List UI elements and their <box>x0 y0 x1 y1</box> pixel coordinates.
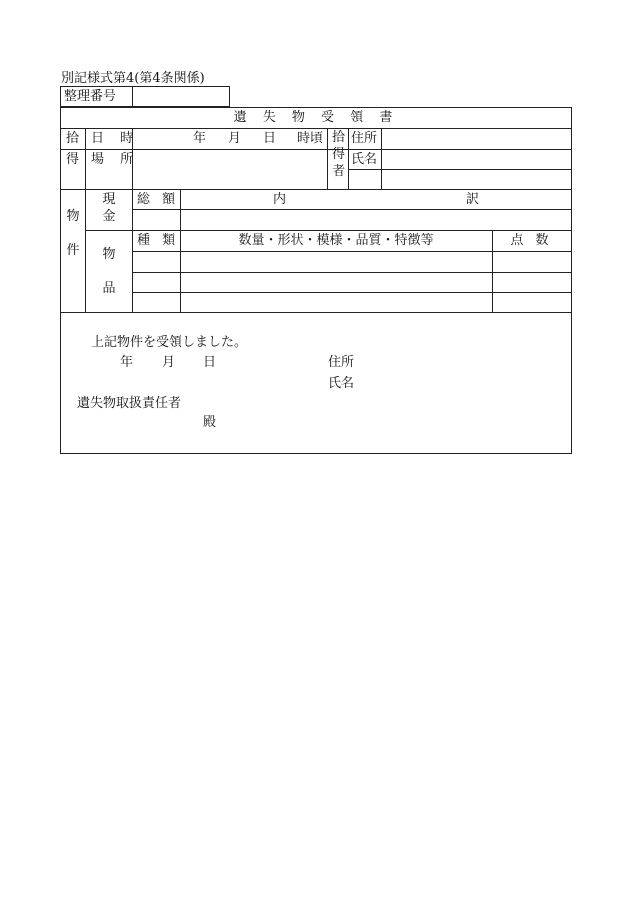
breakdown-label-left: 内 <box>273 192 287 207</box>
registration-number-box <box>60 86 230 107</box>
datetime-label: 日 時 <box>91 131 140 146</box>
receipt-date-month: 月 <box>162 355 176 370</box>
found-date-day: 日 <box>263 131 277 146</box>
document-title: 遺 失 物 受 領 書 <box>233 110 399 125</box>
receiver-address-label: 住所 <box>328 355 355 370</box>
found-date-time: 時頃 <box>297 131 324 146</box>
honorific: 殿 <box>203 415 217 430</box>
cash-label: 現 金 <box>102 192 116 224</box>
found-date-year: 年 <box>193 131 207 146</box>
receipt-date-year: 年 <box>120 355 134 370</box>
kind-label: 種 類 <box>137 233 180 248</box>
count-label: 点 数 <box>510 233 553 248</box>
registration-number-field[interactable] <box>133 87 229 106</box>
found-date-month: 月 <box>228 131 242 146</box>
receipt-statement: 上記物件を受領しました。 <box>91 335 248 350</box>
found-label-top: 拾 <box>66 131 80 146</box>
officer-label: 遺失物取扱責任者 <box>77 396 182 411</box>
place-label: 場 所 <box>91 152 140 167</box>
found-label-bottom: 得 <box>66 152 80 167</box>
receipt-date-day: 日 <box>203 355 217 370</box>
receipt-form-table <box>60 107 572 313</box>
description-label: 数量・形状・模様・品質・特徴等 <box>238 233 434 248</box>
finder-label: 拾 得 者 <box>331 130 345 179</box>
items-group-label: 物 件 <box>66 209 80 258</box>
receipt-statement-box <box>60 313 572 454</box>
finder-name-label: 氏名 <box>351 152 378 167</box>
registration-number-label: 整理番号 <box>61 87 133 106</box>
finder-address-label: 住所 <box>351 131 378 146</box>
total-amount-label: 総 額 <box>137 192 180 207</box>
breakdown-label-right: 訳 <box>466 192 480 207</box>
goods-label: 物 品 <box>102 247 116 296</box>
form-header: 別記様式第4(第4条関係) <box>61 71 205 86</box>
receiver-name-label: 氏名 <box>328 376 355 391</box>
